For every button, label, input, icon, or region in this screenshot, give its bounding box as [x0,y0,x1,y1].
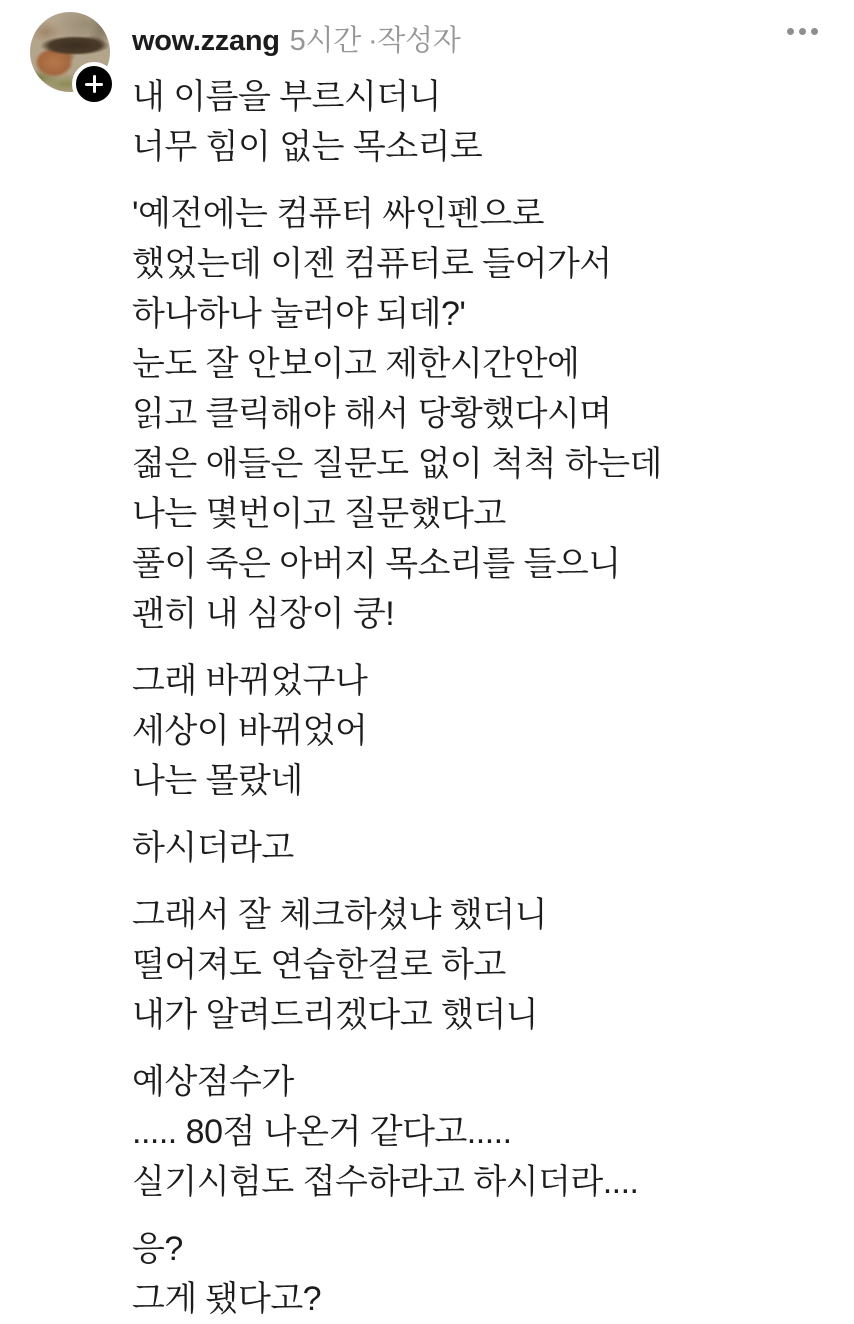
post-line: 예상점수가 [132,1063,294,1101]
post-body [132,55,832,1324]
post-line: 나는 몰랐네 [132,762,303,800]
post-header [132,18,460,56]
post-line: 내 이름을 부르시더니 [132,78,441,116]
post-line: 그게 됐다고? [132,1280,322,1318]
three-dots-icon [787,28,794,35]
post-line: 실기시험도 접수하라고 하시더라.... [132,1163,639,1201]
meta-separator: · [367,25,378,57]
post-line: 풀이 죽은 아버지 목소리를 들으니 [132,545,621,583]
post-meta [290,18,461,59]
post-line: 젊은 애들은 질문도 없이 척척 하는데 [132,445,662,483]
post-line: '예전에는 컴퓨터 싸인펜으로 [132,195,545,233]
post-line: 그래 바뀌었구나 [132,662,368,700]
post-line: 했었는데 이젠 컴퓨터로 들어가서 [132,245,612,283]
post-line: 그래서 잘 체크하셨냐 했더니 [132,896,547,934]
post-line: 너무 힘이 없는 목소리로 [132,128,483,166]
post-line: 내가 알려드리겠다고 했더니 [132,996,539,1034]
post-line: ..... 80점 나온거 같다고..... [132,1113,512,1151]
post-line: 응? [132,1230,183,1268]
follow-plus-badge[interactable] [72,62,116,106]
three-dots-icon [811,28,818,35]
post-line: 눈도 잘 안보이고 제한시간안에 [132,345,580,383]
post-line: 하시더라고 [132,829,294,867]
avatar[interactable] [30,12,110,92]
post-line: 읽고 클릭해야 해서 당황했다시며 [132,395,612,433]
username[interactable]: wow.zzang [132,25,280,57]
more-options-button[interactable] [785,22,820,41]
post-line: 하나하나 눌러야 되데?' [132,295,466,333]
three-dots-icon [799,28,806,35]
plus-icon [76,66,112,102]
post-line: 세상이 바뀌었어 [132,712,368,750]
post-line: 나는 몇번이고 질문했다고 [132,495,506,533]
timestamp: 5시간 [289,25,361,57]
post-line: 괜히 내 심장이 쿵! [132,595,395,633]
author-badge: 작성자 [377,25,461,57]
post-line: 떨어져도 연습한걸로 하고 [132,946,506,984]
